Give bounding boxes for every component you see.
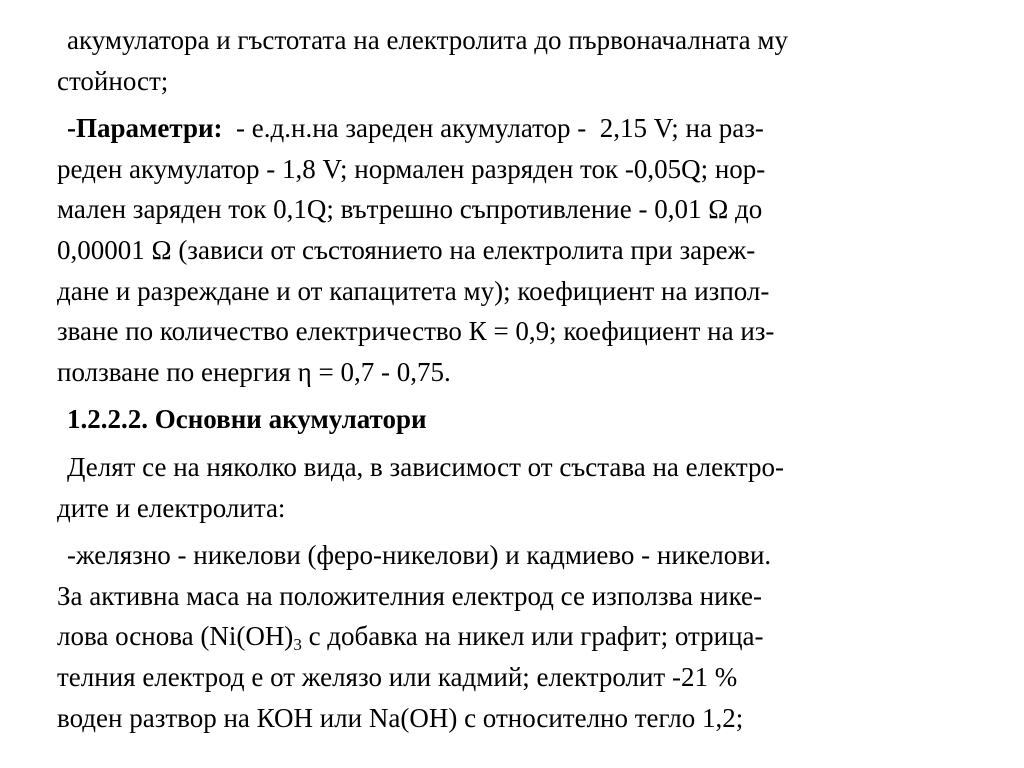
text-line xyxy=(67,108,1012,149)
text-line: дите и електролита: xyxy=(57,492,286,523)
text-line: ползване по енергия η = 0,7 - 0,75. xyxy=(57,356,451,387)
paragraph-accumulator-types xyxy=(57,447,1012,528)
text-fragment: лова основа (Ni(OH) xyxy=(57,621,294,652)
section-heading xyxy=(57,399,1012,440)
paragraph-parameters xyxy=(57,108,1012,392)
text-line: воден разтвор на КОН или Na(OH) с относително тегло 1,2; xyxy=(57,702,744,733)
text-line xyxy=(57,616,1012,657)
parameters-label: -Параметри: xyxy=(67,113,223,144)
text-line: -желязно - никелови (феро-никелови) и кадмиево - никелови. xyxy=(67,540,772,571)
paragraph-nickel-accumulators xyxy=(57,535,1012,738)
subscript: 3 xyxy=(293,635,302,655)
section-heading-text: 1.2.2.2. Основни акумулатори xyxy=(67,404,427,435)
document-page xyxy=(57,20,1012,738)
text-line: За активна маса на положителния електрод се използва нике- xyxy=(57,580,763,611)
text-line: Делят се на няколко вида, в зависимост от състава на електро- xyxy=(67,451,784,482)
text-line: акумулатора и гъстотата на електролита до първоначалната му xyxy=(67,25,788,55)
text-line: телния електрод е от желязо или кадмий; електролит -21 % xyxy=(57,661,738,692)
text-line: стойност; xyxy=(57,65,169,96)
text-line: зване по количество електричество К = 0,9; коефициент на из- xyxy=(57,316,775,347)
text-fragment: с добавка на никел или графит; отрица- xyxy=(301,621,764,652)
text-fragment: - е.д.н.на зареден акумулатор - 2,15 V; на раз- xyxy=(222,113,764,144)
text-line: мален заряден ток 0,1Q; вътрешно съпротивление - 0,01 Ω до xyxy=(57,194,763,225)
paragraph-electrolyte-density xyxy=(57,20,1012,101)
text-line: реден акумулатор - 1,8 V; нормален разряден ток -0,05Q; нор- xyxy=(57,153,766,184)
text-line: дане и разреждане и от капацитета му); коефициент на изпол- xyxy=(57,275,770,306)
text-line: 0,00001 Ω (зависи от състоянието на електролита при зареж- xyxy=(57,234,756,265)
